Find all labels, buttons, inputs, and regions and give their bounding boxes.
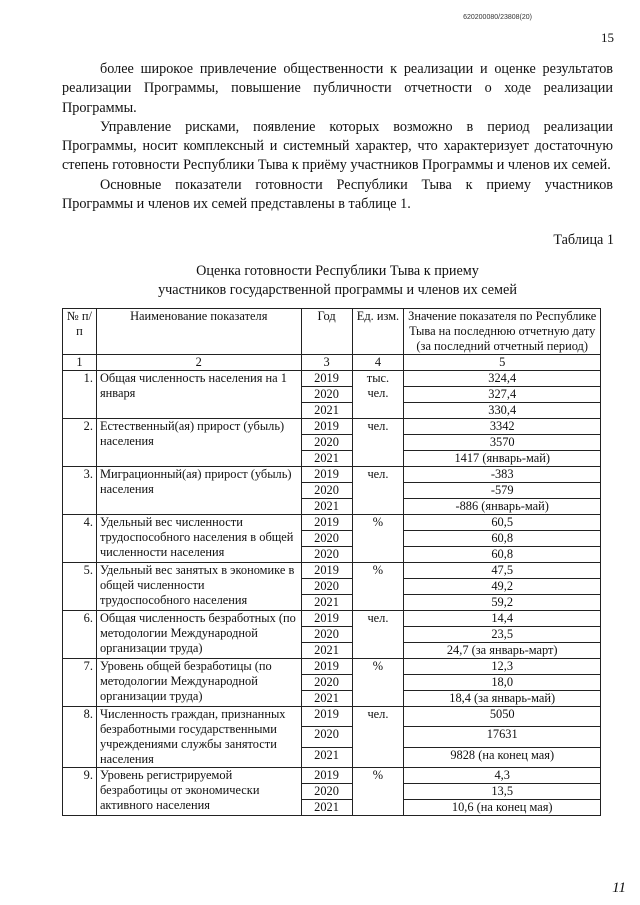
year-cell: 2019 [301,768,352,784]
column-number: 2 [96,355,301,371]
unit-cell: чел. [352,611,404,659]
header-unit: Ед. изм. [352,309,404,355]
value-cell: 12,3 [404,659,601,675]
unit-cell: чел. [352,707,404,768]
value-cell: 327,4 [404,387,601,403]
indicator-name: Уровень регистрируемой безработицы от экономически активного населения [96,768,301,816]
value-cell: 13,5 [404,784,601,800]
value-cell: -579 [404,483,601,499]
table-row [63,707,601,727]
row-number: 4. [63,515,97,563]
value-cell: 5050 [404,707,601,727]
indicator-name: Удельный вес численности трудоспособного населения в общей численности населения [96,515,301,563]
indicator-name: Естественный(ая) прирост (убыль) населения [96,419,301,467]
indicator-name: Численность граждан, признанных безработными государственными учреждениями службы занятости населения [96,707,301,768]
column-number-row [63,355,601,371]
year-cell: 2020 [301,531,352,547]
unit-cell: % [352,563,404,611]
value-cell: 14,4 [404,611,601,627]
value-cell: 324,4 [404,371,601,387]
year-cell: 2019 [301,515,352,531]
table-row [63,467,601,483]
row-number: 7. [63,659,97,707]
year-cell: 2020 [301,387,352,403]
year-cell: 2021 [301,451,352,467]
row-number: 3. [63,467,97,515]
readiness-table [62,308,601,816]
table-row [63,659,601,675]
value-cell: 9828 (на конец мая) [404,747,601,767]
year-cell: 2021 [301,595,352,611]
year-cell: 2019 [301,659,352,675]
year-cell: 2020 [301,579,352,595]
value-cell: 18,4 (за январь-май) [404,691,601,707]
year-cell: 2019 [301,707,352,727]
table-title-line: участников государственной программы и членов их семей [158,282,517,298]
year-cell: 2020 [301,727,352,747]
year-cell: 2019 [301,371,352,387]
value-cell: 17631 [404,727,601,747]
year-cell: 2021 [301,643,352,659]
value-cell: 1417 (январь-май) [404,451,601,467]
table-row [63,419,601,435]
header-value: Значение показателя по Республике Тыва на последнюю отчетную дату (за последний отчетный период) [404,309,601,355]
value-cell: -383 [404,467,601,483]
row-number: 1. [63,371,97,419]
handwritten-page-mark: 11 [612,880,626,896]
year-cell: 2019 [301,611,352,627]
year-cell: 2020 [301,483,352,499]
value-cell: 18,0 [404,675,601,691]
year-cell: 2019 [301,563,352,579]
indicator-name: Общая численность безработных (по методологии Международной организации труда) [96,611,301,659]
table-title-line: Оценка готовности Республики Тыва к приему [196,263,479,279]
row-number: 2. [63,419,97,467]
unit-cell: чел. [352,419,404,467]
year-cell: 2020 [301,435,352,451]
year-cell: 2020 [301,675,352,691]
row-number: 5. [63,563,97,611]
unit-cell: тыс. чел. [352,371,404,419]
row-number: 6. [63,611,97,659]
unit-cell: % [352,768,404,816]
value-cell: 60,5 [404,515,601,531]
table-row [63,611,601,627]
header-year: Год [301,309,352,355]
paragraph: более широкое привлечение общественности к реализации и оценке результатов реализации Программы, повышение публичности отчетности о ходе реализации Программы. [62,61,613,116]
paragraph: Основные показатели готовности Республики Тыва к приему участников Программы и членов их семей представлены в таблице 1. [62,176,613,213]
page-number: 15 [601,30,614,45]
value-cell: 59,2 [404,595,601,611]
table-row [63,563,601,579]
column-number: 3 [301,355,352,371]
indicator-name: Миграционный(ая) прирост (убыль) населения [96,467,301,515]
table-row [63,371,601,387]
column-number: 5 [404,355,601,371]
column-number: 1 [63,355,97,371]
indicator-name: Общая численность населения на 1 января [96,371,301,419]
value-cell: 10,6 (на конец мая) [404,800,601,816]
year-cell: 2019 [301,419,352,435]
table-body [63,371,601,816]
header-num: № п/п [63,309,97,355]
row-number: 9. [63,768,97,816]
paragraph: Управление рисками, появление которых возможно в период реализации Программы, носит комплексный и системный характер, что характеризует достаточную степень готовности Республики Тыва к приёму участников Программы и членов их семей. [62,118,613,174]
value-cell: 3342 [404,419,601,435]
year-cell: 2021 [301,403,352,419]
table-row [63,515,601,531]
value-cell: 23,5 [404,627,601,643]
value-cell: -886 (январь-май) [404,499,601,515]
year-cell: 2020 [301,547,352,563]
year-cell: 2020 [301,627,352,643]
indicator-name: Удельный вес занятых в экономике в общей численности трудоспособного населения [96,563,301,611]
value-cell: 330,4 [404,403,601,419]
value-cell: 47,5 [404,563,601,579]
value-cell: 60,8 [404,547,601,563]
value-cell: 4,3 [404,768,601,784]
year-cell: 2021 [301,747,352,767]
value-cell: 3570 [404,435,601,451]
unit-cell: % [352,515,404,563]
row-number: 8. [63,707,97,768]
indicator-name: Уровень общей безработицы (по методологии Международной организации труда) [96,659,301,707]
unit-cell: чел. [352,467,404,515]
document-code: 620200080/23808(20) [463,14,532,21]
table-title [62,262,613,300]
value-cell: 49,2 [404,579,601,595]
header-name: Наименование показателя [96,309,301,355]
year-cell: 2019 [301,467,352,483]
year-cell: 2020 [301,784,352,800]
column-number: 4 [352,355,404,371]
value-cell: 24,7 (за январь-март) [404,643,601,659]
year-cell: 2021 [301,800,352,816]
body-text [62,60,613,214]
table-caption: Таблица 1 [553,232,614,248]
unit-cell: % [352,659,404,707]
value-cell: 60,8 [404,531,601,547]
table-header-row [63,309,601,355]
year-cell: 2021 [301,499,352,515]
table-row [63,768,601,784]
year-cell: 2021 [301,691,352,707]
